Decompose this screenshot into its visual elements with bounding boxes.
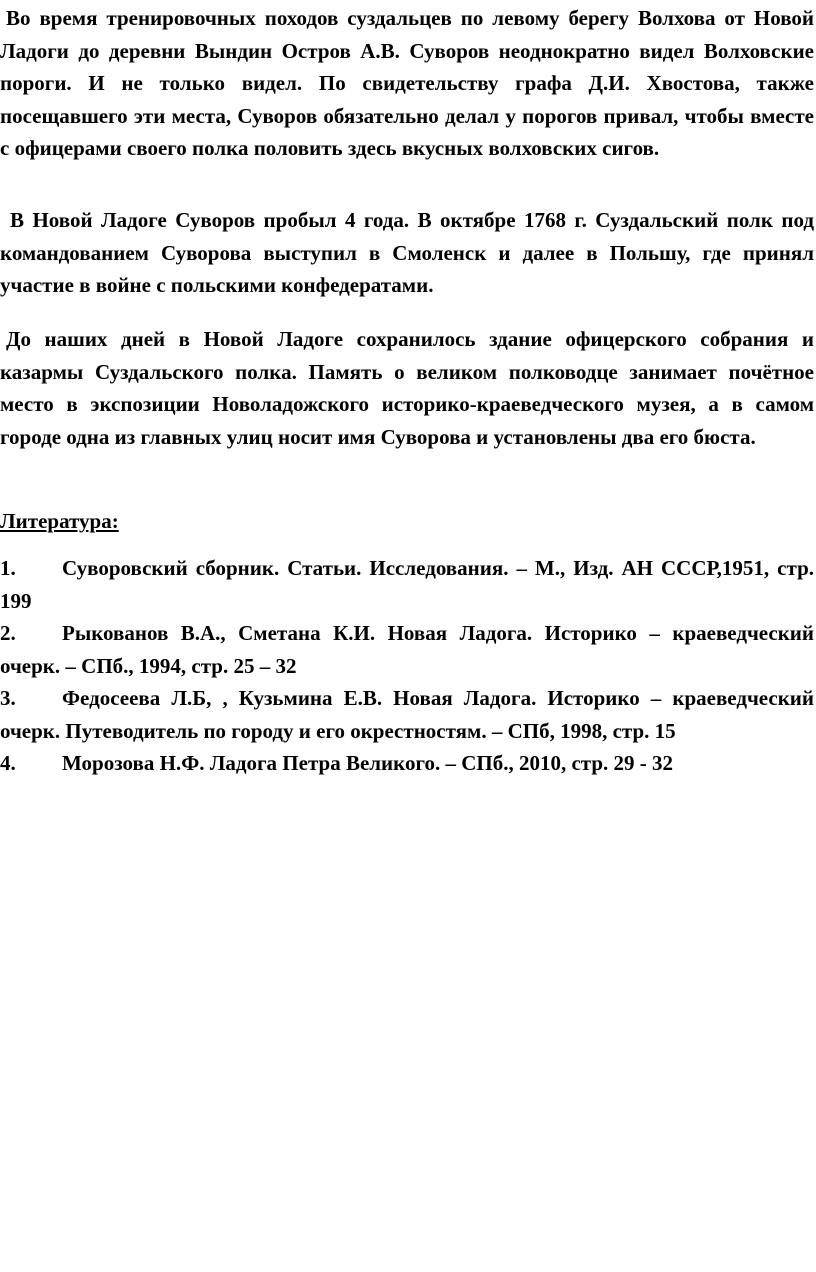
literature-item-number: 4. xyxy=(0,751,16,775)
literature-item xyxy=(0,552,814,617)
literature-item-text: Суворовский сборник. Статьи. Исследования. – М., Изд. АН СССР,1951, стр. 199 xyxy=(0,556,814,613)
literature-list xyxy=(0,552,814,780)
paragraph-volkhov-rapids: Во время тренировочных походов суздальцев по левому берегу Волхова от Новой Ладоги до деревни Вындин Остров А.В. Суворов неоднократно видел Волховские пороги. И не только видел. По свидетельству графа Д.И. Хвостова, также посещавшего эти места, Суворов обязательно делал у порогов привал, чтобы вместе с офицерами своего полка половить здесь вкусных волховских сигов. xyxy=(0,6,814,160)
literature-item xyxy=(0,747,814,780)
literature-item-text: Рыкованов В.А., Сметана К.И. Новая Ладога. Историко – краеведческий очерк. – СПб., 1994, стр. 25 – 32 xyxy=(0,621,814,678)
paragraph-memory: До наших дней в Новой Ладоге сохранилось здание офицерского собрания и казармы Суздальского полка. Память о великом полководце занимает почётное место в экспозиции Новоладожского историко-краеведческого музея, а в самом городе одна из главных улиц носит имя Суворова и установлены два его бюста. xyxy=(0,327,814,449)
literature-item xyxy=(0,617,814,682)
literature-item-number: 2. xyxy=(0,621,16,645)
literature-item-number: 1. xyxy=(0,556,16,580)
literature-item-text: Морозова Н.Ф. Ладога Петра Великого. – СПб., 2010, стр. 29 - 32 xyxy=(62,751,674,775)
paragraph-novaya-ladoga-years: В Новой Ладоге Суворов пробыл 4 года. В октябре 1768 г. Суздальский полк под командованием Суворова выступил в Смоленск и далее в Польшу, где принял участие в войне с польскими конфедератами. xyxy=(0,208,814,297)
literature-item xyxy=(0,682,814,747)
literature-item-number: 3. xyxy=(0,686,16,710)
literature-heading: Литература: xyxy=(0,509,119,533)
literature-item-text: Федосеева Л.Б, , Кузьмина Е.В. Новая Ладога. Историко – краеведческий очерк. Путеводитель по городу и его окрестностям. – СПб, 1998, стр. 15 xyxy=(0,686,814,743)
